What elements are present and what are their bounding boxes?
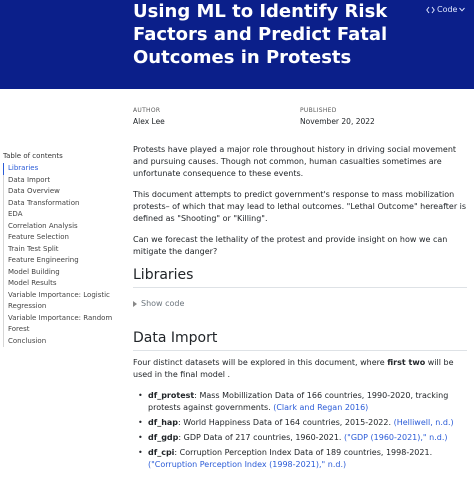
citation-link[interactable]: (Helliwell, n.d.) [393,418,454,427]
data-import-heading: Data Import [133,330,467,351]
toc-item-variable-importance-forest[interactable]: Variable Importance: Random Forest [8,313,113,333]
dataset-desc: : GDP Data of 217 countries, 1960-2021. [178,433,345,442]
list-item [138,447,467,471]
published-label: PUBLISHED [300,107,337,114]
triangle-right-icon [133,301,137,307]
toc-item-variable-importance-logistic[interactable]: Variable Importance: Logistic Regression [8,290,110,310]
intro-text-end: will be used in the final model . [133,358,454,379]
citation-link[interactable]: (Clark and Regan 2016) [273,403,369,412]
data-import-intro [133,357,467,381]
author-name: Alex Lee [133,117,165,126]
code-menu-label: Code [437,5,458,14]
list-item [138,417,467,429]
intro-paragraph-3: Can we forecast the lethality of the protest and provide insight on how we can mitigate the danger? [133,235,448,256]
dataset-list [133,390,467,471]
show-code-toggle[interactable] [133,298,467,310]
code-menu-button[interactable] [426,5,465,14]
chevron-down-icon [459,7,465,12]
dataset-name: df_cpi [148,448,175,457]
dataset-name: df_gdp [148,433,179,442]
page-title: Using ML to Identify Risk Factors and Predict Fatal Outcomes in Protests [133,1,388,68]
published-date: November 20, 2022 [300,117,375,126]
intro-bold-text: first two [387,358,426,367]
intro-text: Four distinct datasets will be explored in this document, where [133,358,388,367]
toc-item-eda[interactable]: EDA [8,210,23,218]
toc-item-feature-engineering[interactable]: Feature Engineering [8,256,79,264]
list-item [138,432,467,444]
list-item [138,390,467,414]
author-label: AUTHOR [133,107,161,114]
intro-paragraph-2: This document attempts to predict government's response to mass mobilization protests– of which that may lead to lethal outcomes. "Lethal Outcome" hereafter is defined as "Shooting" or "Killing". [133,190,467,223]
show-code-label: Show code [141,299,185,308]
dataset-desc: : Corruption Perception Index Data of 189 countries, 1998-2021. [174,448,433,457]
citation-link[interactable]: ("GDP (1960-2021)," n.d.) [344,433,448,442]
toc-item-libraries[interactable]: Libraries [3,163,125,175]
dataset-name: df_hap [148,418,179,427]
toc-list [3,163,125,347]
intro-paragraph-1: Protests have played a major role throughout history in driving social movement and pursuing causes. Though not common, human casualties sometimes are unfortunate consequence to these events. [133,145,457,178]
toc-item-conclusion[interactable]: Conclusion [8,336,47,345]
libraries-heading: Libraries [133,267,467,288]
dataset-desc: : World Happiness Data of 164 countries, 2015-2022. [178,418,394,427]
toc-item-train-test-split[interactable]: Train Test Split [8,244,59,253]
toc-title: Table of contents [3,152,63,160]
toc-item-correlation-analysis[interactable]: Correlation Analysis [8,221,78,230]
toc-item-feature-selection[interactable]: Feature Selection [8,233,69,241]
code-icon [426,6,435,14]
toc-item-data-import[interactable]: Data Import [8,175,51,184]
citation-link[interactable]: ("Corruption Perception Index (1998-2021)," n.d.) [148,460,347,469]
dataset-name: df_protest [148,391,195,400]
main-content [133,144,467,474]
toc-item-model-results[interactable]: Model Results [8,279,57,287]
toc-item-data-overview[interactable]: Data Overview [8,187,60,195]
title-banner [0,0,474,89]
dataset-desc: : Mass Mobillization Data of 166 countries, 1990-2020, tracking protests against governments. [148,391,449,412]
table-of-contents [3,152,125,347]
toc-item-data-transformation[interactable]: Data Transformation [8,198,80,207]
toc-item-model-building[interactable]: Model Building [8,267,60,276]
